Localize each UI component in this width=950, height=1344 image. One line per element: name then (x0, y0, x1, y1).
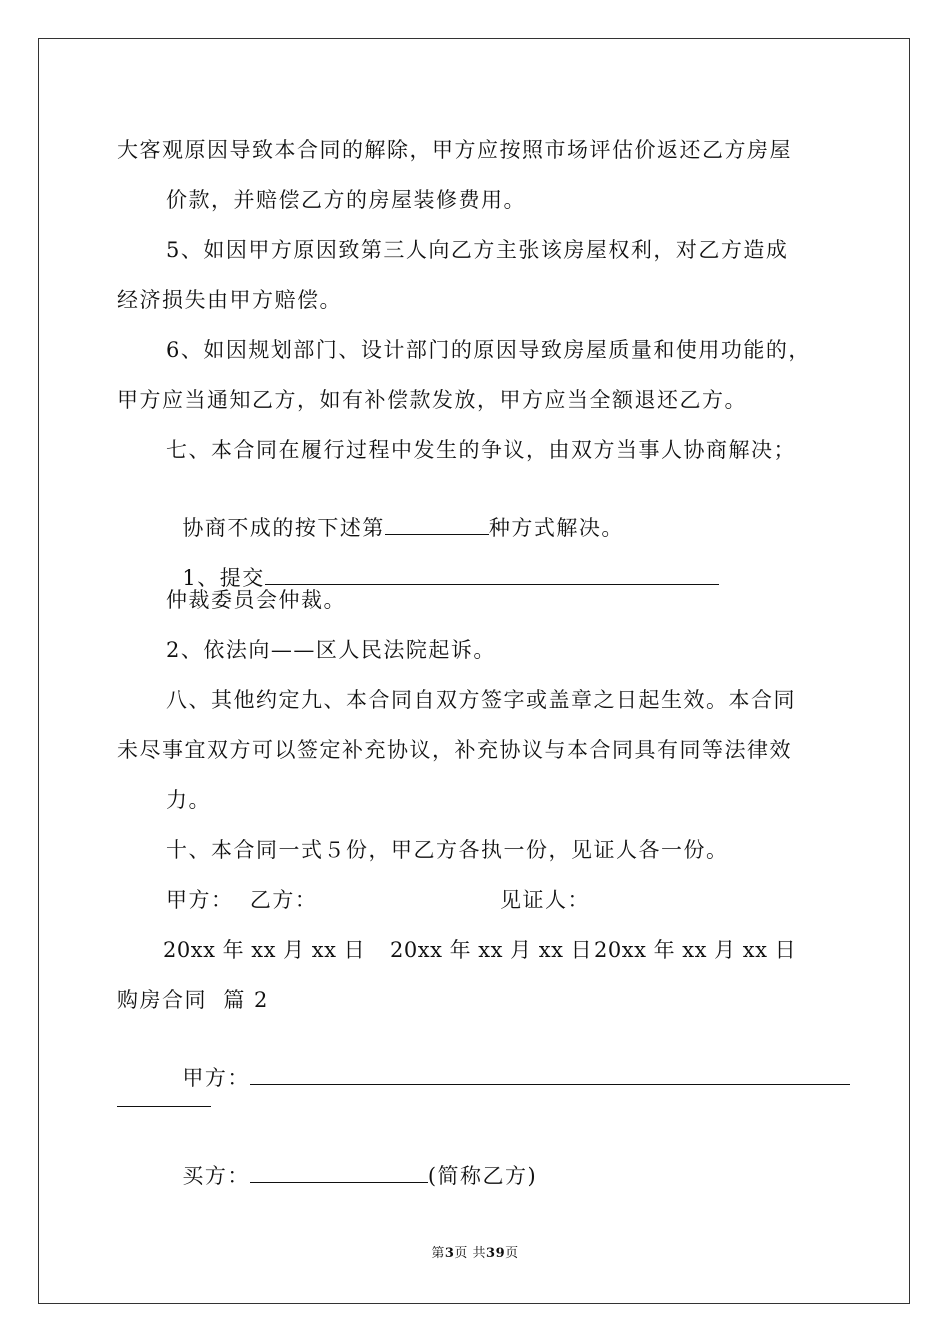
section-title: 购房合同 篇 2 (117, 988, 269, 1012)
footer-suffix: 页 (505, 1246, 519, 1261)
footer-prefix: 第 (431, 1246, 445, 1261)
method-number-blank (385, 514, 489, 535)
buyer-blank (250, 1162, 428, 1183)
option-2-line: 2、依法向——区人民法院起诉。 (166, 638, 496, 662)
option-1-continuation: 仲裁委员会仲裁。 (166, 588, 346, 612)
clause-8-9-end: 力。 (166, 788, 211, 812)
signature-witness-label: 见证人： (500, 888, 590, 912)
dispute-method-prefix: 协商不成的按下述第 (182, 516, 385, 540)
sign-date-party-b: 20xx 年 xx 月 xx 日 (390, 938, 593, 962)
clause-5-continuation: 经济损失由甲方赔偿。 (117, 288, 342, 312)
arbitration-commission-blank (265, 564, 719, 585)
party-a-line (166, 1036, 850, 1092)
party-a-label: 甲方： (182, 1066, 250, 1090)
footer-page-number: 3 (444, 1246, 455, 1261)
clause-8-9-continuation: 未尽事宜双方可以签定补充协议，补充协议与本合同具有同等法律效 (117, 738, 792, 762)
dispute-method-line (166, 486, 624, 542)
clause-continuation-line: 价款，并赔偿乙方的房屋装修费用。 (166, 188, 526, 212)
buyer-abbreviation: (简称乙方) (427, 1164, 538, 1188)
signature-parties-label: 甲方： 乙方： (166, 888, 318, 912)
page-footer (0, 1246, 950, 1262)
page-frame (38, 38, 910, 1304)
clause-7-line: 七、本合同在履行过程中发生的争议，由双方当事人协商解决； (166, 438, 796, 462)
clause-6-continuation: 甲方应当通知乙方，如有补偿款发放，甲方应当全额退还乙方。 (117, 388, 747, 412)
sign-date-party-a: 20xx 年 xx 月 xx 日 (163, 938, 366, 962)
clause-6-line: 6、如因规划部门、设计部门的原因导致房屋质量和使用功能的， (166, 338, 811, 362)
option-1-line (166, 536, 719, 592)
sign-date-witness: 20xx 年 xx 月 xx 日 (594, 938, 797, 962)
party-a-blank (250, 1064, 850, 1085)
option-1-label: 1、提交 (182, 566, 265, 590)
footer-total-pages: 39 (486, 1246, 506, 1261)
buyer-label: 买方： (182, 1164, 250, 1188)
party-a-blank-continuation (117, 1105, 211, 1107)
footer-mid: 页 共 (454, 1246, 487, 1261)
clause-10-line: 十、本合同一式５份，甲乙方各执一份，见证人各一份。 (166, 838, 729, 862)
buyer-line (166, 1134, 537, 1190)
dispute-method-suffix: 种方式解决。 (488, 516, 624, 540)
clause-continuation-line: 大客观原因导致本合同的解除，甲方应按照市场评估价返还乙方房屋 (117, 138, 792, 162)
clause-5-line: 5、如因甲方原因致第三人向乙方主张该房屋权利，对乙方造成 (166, 238, 789, 262)
clause-8-9-line: 八、其他约定九、本合同自双方签字或盖章之日起生效。本合同 (166, 688, 796, 712)
